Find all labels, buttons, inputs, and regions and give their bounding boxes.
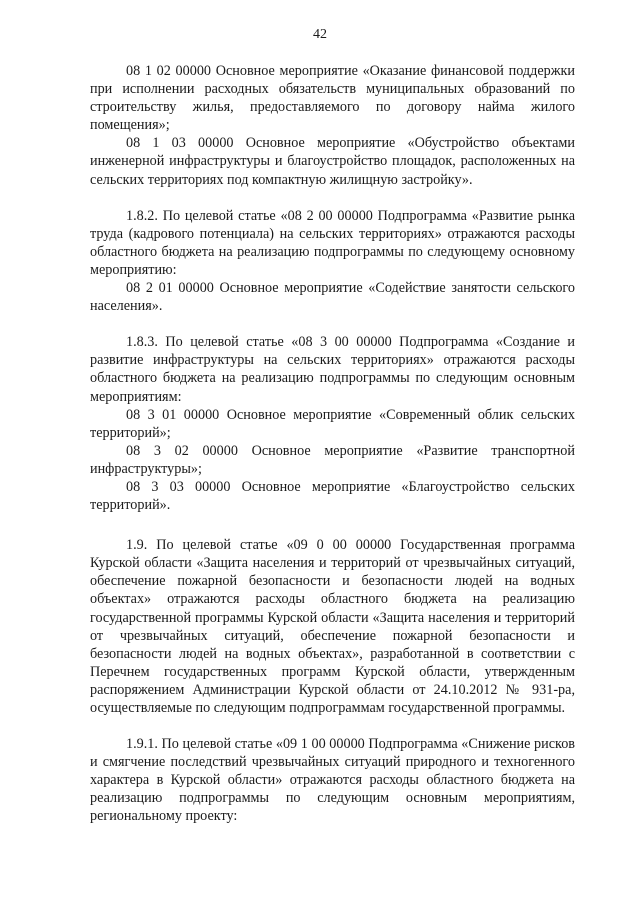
paragraph: 08 2 01 00000 Основное мероприятие «Содействие занятости сельского населения». xyxy=(90,280,575,315)
paragraph: 1.9.1. По целевой статье «09 1 00 00000 Подпрограмма «Снижение рисков и смягчение последствий чрезвычайных ситуаций природного и техногенного характера в Курской области» отражаются расходы областного бюджета на реализацию подпрограммы по следующим основным мероприятиям, региональному проекту: xyxy=(90,736,575,825)
paragraph: 1.8.2. По целевой статье «08 2 00 00000 Подпрограмма «Развитие рынка труда (кадрового потенциала) на сельских территориях» отражаются расходы областного бюджета на реализацию подпрограммы по следующему основному мероприятию: xyxy=(90,207,575,278)
document-body xyxy=(90,62,575,826)
paragraph: 08 1 02 00000 Основное мероприятие «Оказание финансовой поддержки при исполнении расходных обязательств муниципальных образований по строительству жилья, предоставляемого по договору найма жилого помещения»; xyxy=(90,63,575,134)
paragraph: 08 3 01 00000 Основное мероприятие «Современный облик сельских территорий»; xyxy=(90,406,575,441)
page-number: 42 xyxy=(313,27,327,42)
paragraph: 1.9. По целевой статье «09 0 00 00000 Государственная программа Курской области «Защита населения и территорий от чрезвычайных ситуаций, обеспечение пожарной безопасности и безопасности людей на водных объектах» отражаются расходы областного бюджета на реализацию государственной программы Курской области «Защита населения и территорий от чрезвычайных ситуаций, обеспечение пожарной безопасности и безопасности людей на водных объектах», разработанной в соответствии с Перечнем государственных программ Курской области, утвержденным распоряжением Администрации Курской области от 24.10.2012 № 931-ра, осуществляемые по следующим подпрограммам государственной программы. xyxy=(90,537,575,716)
paragraph: 08 3 02 00000 Основное мероприятие «Развитие транспортной инфраструктуры»; xyxy=(90,442,575,477)
paragraph: 08 1 03 00000 Основное мероприятие «Обустройство объектами инженерной инфраструктуры и благоустройство площадок, расположенных на сельских территориях под компактную жилищную застройку». xyxy=(90,135,575,188)
paragraph: 1.8.3. По целевой статье «08 3 00 00000 Подпрограмма «Создание и развитие инфраструктуры на сельских территориях» отражаются расходы областного бюджета на реализацию подпрограммы по следующим основным мероприятиям: xyxy=(90,334,575,405)
paragraph: 08 3 03 00000 Основное мероприятие «Благоустройство сельских территорий». xyxy=(90,478,575,514)
